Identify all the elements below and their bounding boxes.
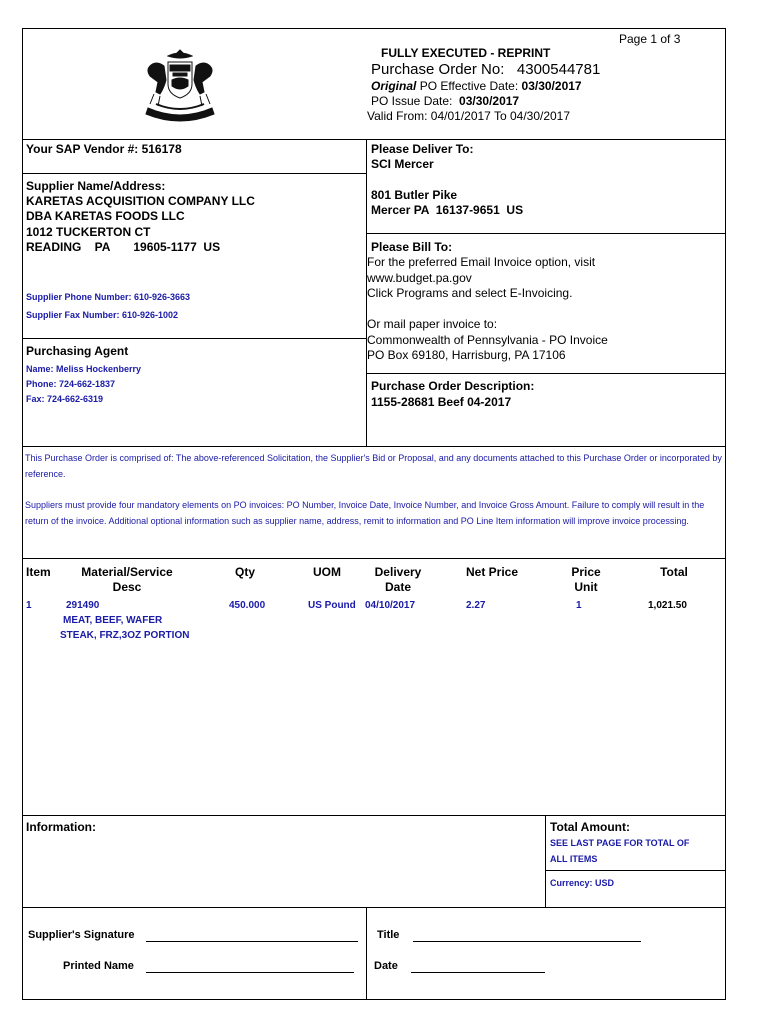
total-note-line2: ALL ITEMS	[550, 854, 598, 864]
notice-invoice-requirements: Suppliers must provide four mandatory elements on PO invoices: PO Number, Invoice Date, Invoice Number, and Invoice Gross Amount. Failure to comply will result in the return of the invoice. Additional optional information such as supplier name, address, remit to information and PO Line Item information will improve invoice processing.	[25, 500, 705, 526]
header-price-unit	[560, 565, 612, 595]
divider	[22, 338, 366, 339]
currency: Currency: USD	[550, 878, 615, 888]
printed-name-line[interactable]	[146, 959, 354, 973]
header-net-price: Net Price	[465, 565, 519, 579]
bill-line1: For the preferred Email Invoice option, visit	[367, 255, 596, 269]
divider	[22, 139, 726, 140]
agent-fax: Fax: 724-662-6319	[26, 394, 104, 404]
supplier-fax: Supplier Fax Number: 610-926-1002	[26, 310, 179, 320]
total-note-line1: SEE LAST PAGE FOR TOTAL OF	[550, 838, 690, 848]
valid-from: Valid From: 04/01/2017 To 04/30/2017	[367, 109, 571, 123]
po-number: 4300544781	[516, 61, 601, 78]
header-price-unit-line2: Unit	[574, 580, 598, 594]
cell-material: 291490	[66, 600, 100, 611]
cell-desc-line2: STEAK, FRZ,3OZ PORTION	[60, 630, 190, 641]
bill-line4: Or mail paper invoice to:	[367, 317, 498, 331]
cell-price-unit: 1	[576, 600, 582, 611]
header-price-unit-line1: Price	[571, 565, 601, 579]
bill-line3: Click Programs and select E-Invoicing.	[367, 286, 573, 300]
pennsylvania-coat-of-arms-icon	[140, 48, 220, 122]
divider	[366, 907, 367, 1000]
deliver-name: SCI Mercer	[371, 157, 434, 171]
divider	[22, 815, 726, 816]
bill-line6: PO Box 69180, Harrisburg, PA 17106	[367, 348, 566, 362]
cell-net-price: 2.27	[466, 600, 486, 611]
bill-line5: Commonwealth of Pennsylvania - PO Invoice	[367, 333, 608, 347]
effective-date-line	[371, 80, 582, 94]
supplier-street: 1012 TUCKERTON CT	[26, 225, 151, 239]
divider	[22, 446, 726, 447]
divider	[366, 233, 726, 234]
printed-name-label: Printed Name	[63, 960, 134, 972]
supplier-name-line1: KARETAS ACQUISITION COMPANY LLC	[26, 194, 255, 208]
issue-date-label: PO Issue Date:	[371, 94, 453, 108]
supplier-city-state: READING PA 19605-1177 US	[26, 240, 221, 254]
purchasing-agent-heading: Purchasing Agent	[26, 344, 129, 358]
effective-date: 03/30/2017	[521, 79, 582, 93]
supplier-phone: Supplier Phone Number: 610-926-3663	[26, 292, 191, 302]
po-description: 1155-28681 Beef 04-2017	[371, 395, 512, 409]
total-amount-label: Total Amount:	[550, 820, 630, 834]
title-label: Title	[377, 929, 400, 941]
supplier-heading: Supplier Name/Address:	[26, 179, 166, 193]
po-description-heading: Purchase Order Description:	[371, 379, 535, 393]
supplier-signature-label: Supplier's Signature	[28, 929, 135, 941]
effective-date-label: PO Effective Date:	[419, 79, 519, 93]
issue-date-line	[371, 95, 519, 109]
sap-vendor-number: Your SAP Vendor #: 516178	[26, 142, 182, 156]
deliver-city: Mercer PA 16137-9651 US	[371, 203, 524, 217]
deliver-heading: Please Deliver To:	[371, 142, 474, 156]
title-line[interactable]	[413, 928, 641, 942]
header-delivery-line1: Delivery	[374, 565, 422, 579]
information-label: Information:	[26, 820, 96, 834]
header-delivery	[365, 565, 431, 595]
bill-heading: Please Bill To:	[371, 240, 453, 254]
header-qty: Qty	[234, 565, 255, 579]
divider	[22, 173, 366, 174]
header-delivery-line2: Date	[384, 580, 411, 594]
cell-total: 1,021.50	[648, 600, 687, 611]
bill-link[interactable]: www.budget.pa.gov	[367, 271, 472, 285]
header-item: Item	[26, 565, 51, 579]
divider	[545, 870, 726, 871]
header-uom: UOM	[313, 565, 341, 579]
status-label: FULLY EXECUTED - REPRINT	[381, 46, 551, 60]
issue-date: 03/30/2017	[459, 94, 520, 108]
header-material	[70, 565, 184, 595]
cell-item: 1	[26, 600, 32, 611]
cell-desc-line1: MEAT, BEEF, WAFER	[63, 615, 163, 626]
cell-uom: US Pound	[308, 600, 356, 611]
original-label: Original	[371, 79, 417, 93]
divider	[22, 558, 726, 559]
supplier-signature-line[interactable]	[146, 928, 358, 942]
deliver-street: 801 Butler Pike	[371, 188, 458, 202]
agent-phone: Phone: 724-662-1837	[26, 379, 116, 389]
po-number-line	[371, 61, 600, 78]
header-total: Total	[660, 565, 688, 579]
page-indicator: Page 1 of 3	[619, 32, 681, 46]
date-label: Date	[374, 960, 398, 972]
cell-delivery: 04/10/2017	[365, 600, 416, 611]
notice-terms: This Purchase Order is comprised of: The above-referenced Solicitation, the Supplier's Bid or Proposal, and any documents attached to this Purchase Order or incorporated by reference.	[25, 453, 722, 479]
po-number-label: Purchase Order No:	[371, 61, 505, 78]
divider	[545, 815, 546, 907]
divider	[22, 907, 726, 908]
header-material-line2: Desc	[112, 580, 142, 594]
date-line[interactable]	[411, 959, 545, 973]
agent-name: Name: Meliss Hockenberry	[26, 364, 142, 374]
table-row	[22, 598, 726, 646]
cell-qty: 450.000	[229, 600, 266, 611]
supplier-name-line2: DBA KARETAS FOODS LLC	[26, 209, 185, 223]
divider	[366, 373, 726, 374]
header-material-line1: Material/Service	[81, 565, 173, 579]
